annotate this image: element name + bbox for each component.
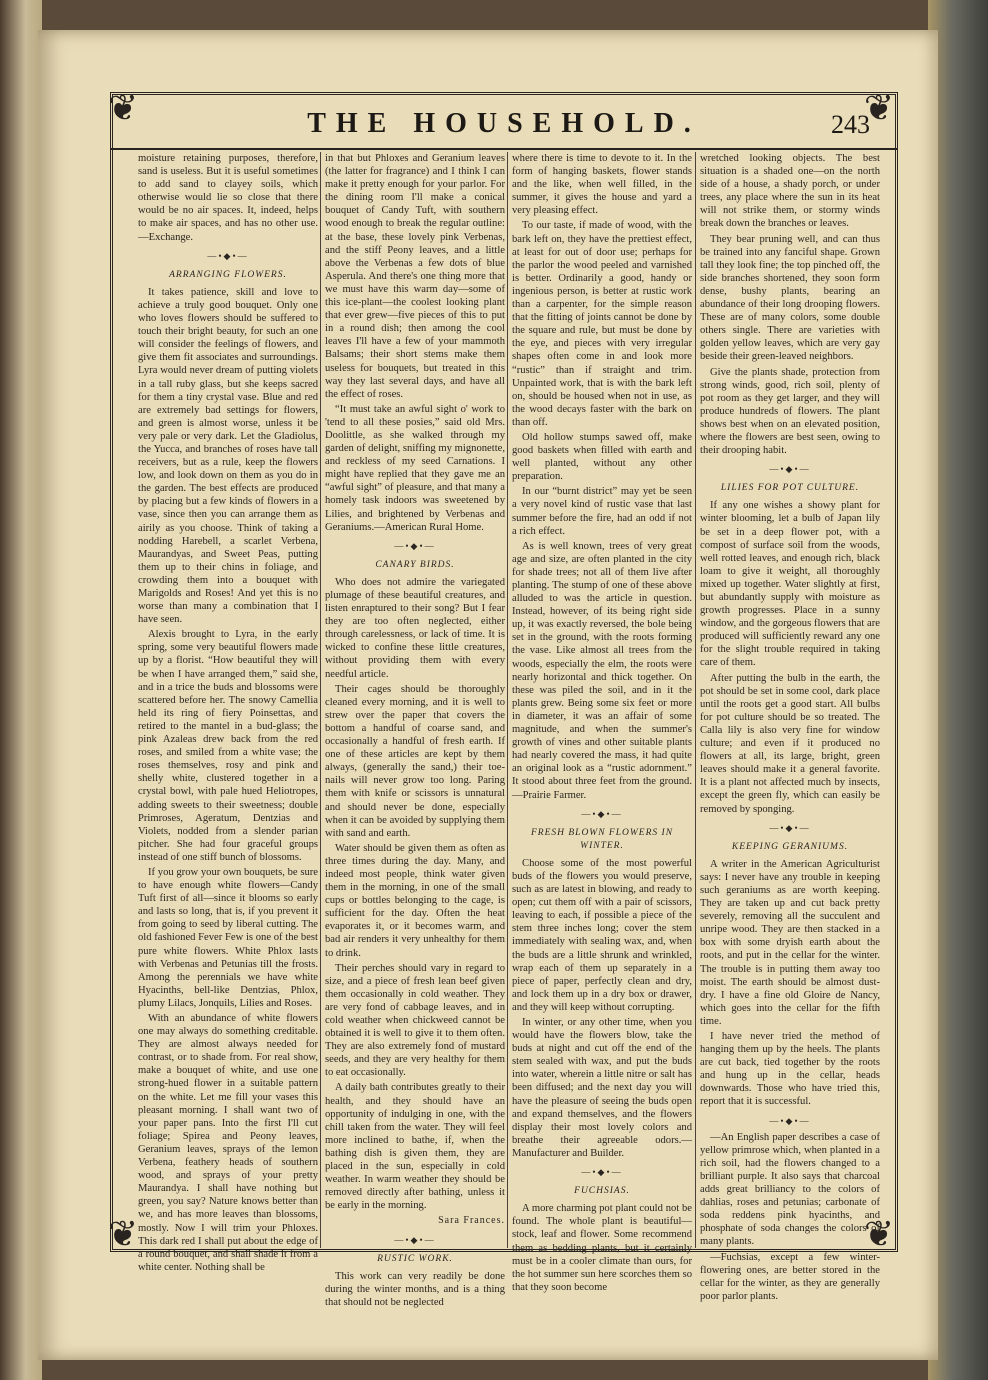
paragraph: In winter, or any other time, when you would have the flowers blow, take the buds at night and cut off the end of the stem sealed with wax, and put the buds into water, wherein a little nitre or salt has been diffused; and the next day you will have the pleasure of seeing the buds open and expand themselves, and the flowers display their most lovely colors and breathe their agreeable odors.—Manufacturer and Builder. <box>512 1017 692 1159</box>
paragraph: Alexis brought to Lyra, in the early spring, some very beautiful flowers made up by a florist. “How beautiful they will be when I have arranged them,” said she, and in a trice the buds and blossoms were scattered before her. The snowy Camellia held its ring of fiery Poinsettas, and retired to the mantel in a bud-glass; the pink Azaleas drew back from the red roses, and smiled from a white vase; the roses themselves, rosy and pink and shelly white, clustered together in a crystal bowl, with pale hued Heliotropes, adding sweets to their sweetness; double Primroses, Ageratum, Dentzias and Violets, nodded from a slender parian pitcher. She had four graceful groups instead of one stiff bunch of blossoms. <box>138 629 318 863</box>
paragraph: —Fuchsias, except a few winter-flowering ones, are better stored in the cellar for the winter, as they are generally poor parlor plants. <box>700 1251 880 1302</box>
paragraph: In our “burnt district” may yet be seen a very novel kind of rustic vase that last summer before the fire, had an odd if not a rich effect. <box>512 486 692 537</box>
section-ornament: —•◆•— <box>581 1167 623 1178</box>
article-heading: FUCHSIAS. <box>574 1186 630 1197</box>
column-2 <box>325 152 505 1308</box>
paragraph: where there is time to devote to it. In the form of hanging baskets, flower stands and the like, when well filled, in the summer, it gives the house and yard a very pleasing effect. <box>512 153 692 217</box>
paragraph: Old hollow stumps sawed off, make good baskets when filled with earth and well planted, without any other preparation. <box>512 431 692 483</box>
article-heading: FRESH BLOWN FLOWERS IN WINTER. <box>530 827 674 851</box>
article-columns <box>130 152 890 1308</box>
paragraph: If any one wishes a showy plant for winter blooming, let a bulb of Japan lily be set in a deep flower pot, with a compost of surface soil from the woods, well rotted leaves, and enough rich, black loam to give it weight, all thoroughly mixed up together. Water slightly at first, but abundantly supply with moisture as growth progresses. Place in a sunny window, and the gorgeous flowers that are produced will sufficiently reward any one for the slight trouble required in taking care of them. <box>700 500 880 669</box>
masthead <box>110 104 898 150</box>
section-ornament: —•◆•— <box>394 540 436 551</box>
paragraph: —An English paper describes a case of yellow primrose which, when planted in a rich soil, had the flowers changed to a brilliant purple. It also says that charcoal adds great brilliancy to the colors of dahlias, roses and petunias; carbonate of soda reddens pink hyacinths, and phosphate of soda changes the colors of many plants. <box>700 1131 880 1248</box>
paragraph: Their cages should be thoroughly cleaned every morning, and it is well to strew over the paper that covers the bottom a handful of coarse sand, and occasionally a handful of fresh earth. If one of these articles are kept by them always, (generally the sand,) their toe-nails will never grow too long. Paring them with knife or scissors is unnatural and should never be done, especially when it can be avoided by supplying them with sand and earth. <box>325 683 505 839</box>
corner-ornament-bottom-left-icon: ❦ <box>107 1214 139 1255</box>
page-number: 243 <box>831 110 870 139</box>
section-ornament: —•◆•— <box>769 464 811 475</box>
page-title: THE HOUSEHOLD. <box>307 108 701 139</box>
paragraph: This work can very readily be done during the winter months, and is a thing that should not be neglected <box>325 1270 505 1308</box>
paragraph: Choose some of the most powerful buds of the flowers you would preserve, such as are latest in blowing, and ready to open; cut them off with a pair of scissors, leaving to each, if possible a piece of the stem three inches long; cover the stem immediately with sealing wax, and, when the buds are a little shrunk and wrinkled, wrap each of them up separately in a piece of paper, perfectly clean and dry, and lock them up in a dry box or drawer, and they will keep without corrupting. <box>512 857 692 1013</box>
paragraph: I have never tried the method of hanging them up by the heels. The plants are cut back, tied together by the roots and hung up in the cellar, heads downwards. Those who have tried this, report that it is successful. <box>700 1031 880 1108</box>
article-heading: RUSTIC WORK. <box>377 1253 453 1264</box>
paragraph: “It must take an awful sight o' work to 'tend to all these posies,” said old Mrs. Doolittle, as she walked through my garden of delight, sniffing my mignonette, and reckless of my seed Carnations. I might have replied that they gave me an “awful sight” of pleasure, and that many a homely task indoors was sweetened by Lilies, and brightened by Verbenas and Geraniums.—American Rural Home. <box>325 403 505 533</box>
column-4 <box>700 152 880 1302</box>
paragraph: To our taste, if made of wood, with the bark left on, they have the prettiest effect, at least for out of door use; perhaps for the parlor the wood peeled and varnished is better. Ordinarily a good, handy or ingenious person, is better at rustic work than a carpenter, for the simple reason that the fitting of joints cannot be done by the square and rule, but must be done by the eye, and pieces with very irregular shapes often come in and look more “rustic” than if straight and trim. Unpainted work, that is with the bark left on, should be housed when not in use, as the wood decays faster with the bark on than off. <box>512 220 692 428</box>
author-signature: Sara Frances. <box>438 1215 505 1227</box>
article-heading: LILIES FOR POT CULTURE. <box>720 483 860 494</box>
paragraph: A daily bath contributes greatly to their health, and they should have an opportunity of indulging in one, with the chill taken from the water. They will feel more inclined to bathe, if, when the bathing dish is given them, they are placed in the sun, especially in cold weather. In warm weather they should be removed directly after bathing, unless it be early in the morning. <box>325 1082 505 1212</box>
corner-ornament-top-right-icon: ❦ <box>863 88 895 129</box>
paragraph: As is well known, trees of very great age and size, are often planted in the city for shade trees; not all of them live after planting. The stump of one of these above alluded to was the article in question. Instead, however, of its being right side up, it was exactly reversed, the bole being set in the ground, with the roots forming the vase. Like almost all trees from the woods, especially the elm, the roots were nearly horizontal and thick together. On these was piled the soil, and in it the plants grew. Being some six feet or more in diameter, it was an affair of some magnitude, and when the summer's growth of vines and other suitable plants had nearly covered the mass, it had quite an original look as a “rustic adornment.” It stood about three feet from the ground.—Prairie Farmer. <box>512 540 692 801</box>
article-heading: KEEPING GERANIUMS. <box>731 841 849 852</box>
paragraph: A writer in the American Agriculturist says: I never have any trouble in keeping such geraniums as are worth keeping. They are taken up and cut back pretty severely, removing all the succulent and unripe wood. They are then stacked in a box with some dryish earth about the roots, and put in the cellar for the winter. The trouble is in putting them away too moist. The earth should be almost dust-dry. I have a fine old Gloire de Nancy, which goes into the cellar for the fifth time. <box>700 858 880 1027</box>
section-ornament: —•◆•— <box>769 1115 811 1126</box>
column-1 <box>138 152 318 1273</box>
paragraph: It takes patience, skill and love to achieve a truly good bouquet. Only one who loves flowers should be suffered to touch their bright beauty, for such an one will consider the feelings of flowers, and give them fit associates and surroundings. Lyra would never dream of putting violets in a tall ruby glass, but she keeps sacred for them a tiny crystal vase. Blue and red are extremely bad settings for flowers, and green is almost worse, unless it be very pale or very dark. Let the Gladiolus, the Yucca, and branches of roses have tall receivers, but as a rule, keep the flowers low, and look down on them as you do in the garden. The best effects are produced by placing but a few kinds of flowers in a vase, since then you can arrange them as airily as you choose. Think of taking a nodding Harebell, a scarlet Verbena, Maurandyas, and Sweet Peas, putting them up to their chins in foliage, and crowding them into a bouquet with Marigolds and Roses! And yet this is no worse than many a combination that I have seen. <box>138 286 318 626</box>
book-spine-left <box>0 0 42 1380</box>
paragraph: Water should be given them as often as three times during the day. Many, and indeed most people, think water given them in the morning, in one of the small cups or bottles belonging to the cage, is sufficient for the day. Often the heat evaporates it, or it becomes warm, and bad air renders it very unhealthy for them to drink. <box>325 842 505 959</box>
paragraph: A more charming pot plant could not be found. The whole plant is beautiful—stock, leaf and flower. Some recommend them as bedding plants, but it certainly must be in a cooler climate than ours, for the hot summer sun here scorches them so that they soon become <box>512 1203 692 1293</box>
article-heading: CANARY BIRDS. <box>375 559 455 570</box>
column-3 <box>512 152 692 1293</box>
paragraph: After putting the bulb in the earth, the pot should be set in some cool, dark place until the roots get a good start. All bulbs for pot culture should be so treated. The Calla lily is also very fine for window culture; and even if it produced no flowers at all, its large, bright, green leaves should make it a general favorite. It is a plant not affected much by insects, except the green fly, which can easily be removed by sponging. <box>700 672 880 815</box>
section-ornament: —•◆•— <box>769 822 811 833</box>
paragraph: Who does not admire the variegated plumage of these beautiful creatures, and listen enraptured to their song? But I fear they are too often neglected, either through carelessness, or lack of time. It is wicked to confine these little creatures, without providing them with every needful article. <box>325 576 505 680</box>
paragraph: wretched looking objects. The best situation is a shaded one—on the north side of a house, a shady porch, or under trees, any place where the sun in its heat will not strike them, or stormy winds break down the branches or leaves. <box>700 153 880 230</box>
paragraph: They bear pruning well, and can thus be trained into any fanciful shape. Grown tall they look fine; the top pinched off, the side branches shortened, they soon form dense, bushy plants, bearing an abundance of their long drooping flowers. These are of many colors, some double others single. There are varieties with golden yellow leaves, which are very gay beside their green-leaved neighbors. <box>700 233 880 363</box>
paragraph: in that but Phloxes and Geranium leaves (the latter for fragrance) and I think I can make it pretty enough for your parlor. For the dining room I'll make a conical bouquet of Candy Tuft, with southern wood enough to break the regular outline: at the base, these lovely pink Verbenas, and the stiff Peony leaves, and a little above the Verbenas a few dots of blue Asperula. And there's one thing more that we must have this warm day—some of this ice-plant—the coolest looking plant that ever grew—five pieces of this to put in a round dish; then among the cool leaves I'll have a few of your mammoth Balsams; their short stems make them useless for bouquets, but treated in this way they last several days, and have all the effect of roses. <box>325 153 505 400</box>
paragraph: Give the plants shade, protection from strong winds, good, rich soil, plenty of pot room as they get larger, and they will produce hundreds of flowers. The plant shows best when on an elevated position, where the flowers are best seen, owing to their drooping habit. <box>700 366 880 457</box>
section-ornament: —•◆•— <box>207 250 249 261</box>
corner-ornament-bottom-right-icon: ❦ <box>863 1214 895 1255</box>
article-heading: ARRANGING FLOWERS. <box>169 269 287 280</box>
corner-ornament-top-left-icon: ❦ <box>107 88 139 129</box>
paragraph: If you grow your own bouquets, be sure to have enough white flowers—Candy Tuft first of all—since it blooms so early and lasts so long, that is, if you prevent it from going to seed by liberal cutting. The old fashioned Fever Few is one of the best pure white flowers. White Phlox lasts with Verbenas and Petunias till the frosts. Among the perennials we have white Hyacinths, bell-like Dentzias, Phlox, plumy Lilacs, Jonquils, Lilies and Roses. <box>138 866 318 1009</box>
paragraph: With an abundance of white flowers one may always do something creditable. They are almost always needed for contrast, or to shade from. For real show, make a bouquet of white, and use one strong-hued flower in a suitable pattern on the white. Let me fill your vases this pleasant morning. I shall want two of your paper pans. Into the first I'll cut foliage; Spirea and Peony leaves, Geranium leaves, sprays of the lemon Verbena, feathery heads of southern wood, and sprays of your pretty Maurandya. I shall have nothing but green, you say? Nature knows better than we, and has more leaves than blossoms, mostly. Now I will trim your Phloxes. This dark red I shall put about the edge of a round bouquet, and shall shade it from a white center. Nothing shall be <box>138 1013 318 1273</box>
paragraph: moisture retaining purposes, therefore, sand is useless. But it is useful sometimes to add sand to clayey soils, which otherwise would lie so close that there would be no air spaces. It, indeed, helps to make air spaces, and has no other use.—Exchange. <box>138 153 318 243</box>
paragraph: Their perches should vary in regard to size, and a piece of fresh lean beef given them occasionally in cold weather. They are very fond of cabbage leaves, and in cold weather when chickweed cannot be obtained it is well to give it to them often. They are also extremely fond of mustard seeds, and they are very healthy for them to eat occasionally. <box>325 962 505 1079</box>
section-ornament: —•◆•— <box>581 808 623 819</box>
section-ornament: —•◆•— <box>394 1234 436 1245</box>
